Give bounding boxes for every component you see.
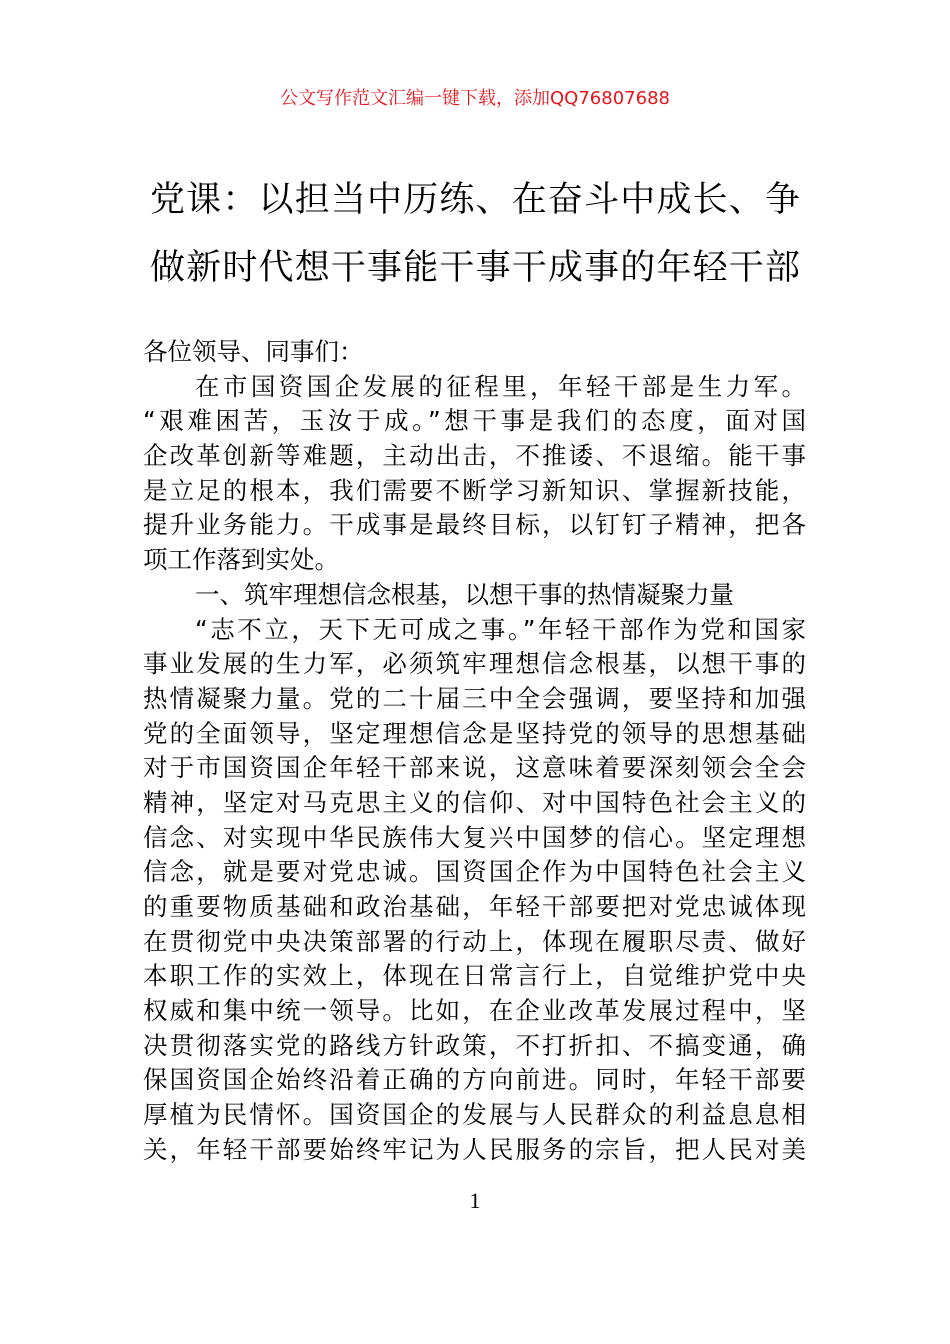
- section-heading: 一、筑牢理想信念根基，以想干事的热情凝聚力量: [195, 579, 734, 609]
- text-line: 是立足的根本，我们需要不断学习新知识、掌握新技能，: [143, 475, 806, 505]
- greeting: 各位领导、同事们：: [143, 337, 364, 366]
- text-line: 的重要物质基础和政治基础，年轻干部要把对党忠诚体现: [143, 892, 806, 921]
- text-line: 项工作落到实处。: [143, 545, 339, 575]
- text-line: 提升业务能力。干成事是最终目标，以钉钉子精神，把各: [143, 510, 806, 540]
- text-line: 厚植为民情怀。国资国企的发展与人民群众的利益息息相: [143, 1100, 806, 1130]
- text-line: “志不立，天下无可成之事。”年轻干部作为党和国家: [195, 614, 806, 644]
- text-line: 党的全面领导，坚定理想信念是坚持党的领导的思想基础: [143, 718, 806, 748]
- text-line: 关，年轻干部要始终牢记为人民服务的宗旨，把人民对美: [143, 1134, 806, 1164]
- text-line: 权威和集中统一领导。比如，在企业改革发展过程中，坚: [143, 996, 806, 1026]
- text-line: 热情凝聚力量。党的二十届三中全会强调，要坚持和加强: [143, 683, 806, 713]
- text-line: 精神，坚定对马克思主义的信仰、对中国特色社会主义的: [143, 787, 806, 817]
- page-number: 1: [469, 1188, 481, 1213]
- text-line: 事业发展的生力军，必须筑牢理想信念根基，以想干事的: [143, 649, 806, 679]
- text-line: 在市国资国企发展的征程里，年轻干部是生力军。: [195, 371, 806, 401]
- download-banner: 公文写作范文汇编一键下载，添加QQ76807688: [280, 88, 670, 109]
- text-line: 在贯彻党中央决策部署的行动上，体现在履职尽责、做好: [143, 926, 806, 956]
- text-line: “艰难困苦，玉汝于成。”想干事是我们的态度，面对国: [143, 406, 806, 436]
- text-line: 企改革创新等难题，主动出击，不推诿、不退缩。能干事: [143, 441, 806, 471]
- paragraph-1: [143, 370, 806, 578]
- document-body: [143, 335, 806, 1168]
- text-line: 对于市国资国企年轻干部来说，这意味着要深刻领会全会: [143, 753, 806, 783]
- text-line: 信念、对实现中华民族伟大复兴中国梦的信心。坚定理想: [143, 822, 806, 852]
- paragraph-2: [143, 613, 806, 1168]
- document-title-line-2: 做新时代想干事能干事干成事的年轻干部: [150, 248, 800, 288]
- text-line: 本职工作的实效上，体现在日常言行上，自觉维护党中央: [143, 961, 806, 991]
- document-title-line-1: 党课：以担当中历练、在奋斗中成长、争: [150, 180, 800, 220]
- text-line: 保国资国企始终沿着正确的方向前进。同时，年轻干部要: [143, 1065, 806, 1095]
- text-line: 决贯彻落实党的路线方针政策，不打折扣、不搞变通，确: [143, 1030, 806, 1060]
- text-line: 信念，就是要对党忠诚。国资国企作为中国特色社会主义: [143, 857, 806, 887]
